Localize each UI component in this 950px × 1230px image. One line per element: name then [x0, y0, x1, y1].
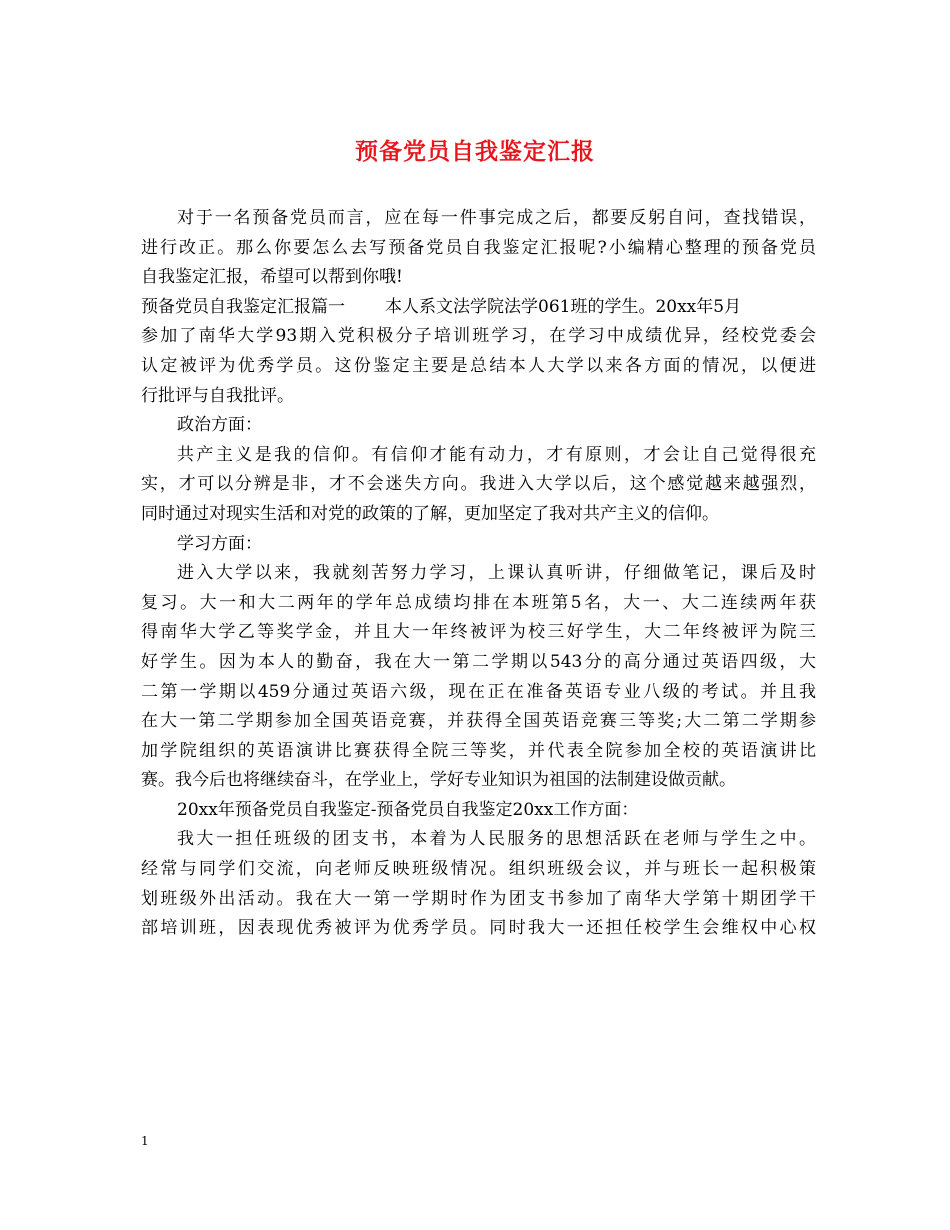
text-line: 复习。大一和大二两年的学年总成绩均排在本班第5名，大一、大二连续两年获	[141, 592, 816, 613]
text-line: 得南华大学乙等奖学金，并且大一年终被评为校三好学生，大二年终被评为院三	[141, 622, 816, 643]
text-line: 二第一学期以459分通过英语六级，现在正在准备英语专业八级的考试。并且我	[141, 681, 816, 702]
section-heading: 学习方面：	[177, 533, 262, 554]
text-line: 部培训班，因表现优秀被评为优秀学员。同时我大一还担任校学生会维权中心权	[141, 918, 816, 939]
text-line	[141, 293, 816, 323]
text-line: 赛。我今后也将继续奋斗，在学业上，学好专业知识为祖国的法制建设做贡献。	[141, 770, 736, 791]
text-line: 认定被评为优秀学员。这份鉴定主要是总结本人大学以来各方面的情况，以便进	[141, 355, 816, 376]
text-line: 行批评与自我批评。	[141, 385, 294, 406]
document-title: 预备党员自我鉴定汇报	[355, 138, 595, 165]
text-line: 进行改正。那么你要怎么去写预备党员自我鉴定汇报呢?小编精心整理的预备党员	[141, 237, 816, 258]
section-heading: 预备党员自我鉴定汇报篇一	[141, 296, 345, 317]
text-line: 同时通过对现实生活和对党的政策的了解，更加坚定了我对共产主义的信仰。	[141, 503, 719, 524]
text-segment: 本人系文法学院法学061班的学生。20xx年5月	[385, 296, 742, 317]
text-line: 进入大学以来，我就刻苦努力学习，上课认真听讲，仔细做笔记，课后及时	[177, 563, 816, 584]
text-line: 共产主义是我的信仰。有信仰才能有动力，才有原则，才会让自己觉得很充	[177, 444, 816, 465]
text-line: 对于一名预备党员而言，应在每一件事完成之后，都要反躬自问，查找错误，	[177, 208, 816, 228]
page-number: 1	[141, 1134, 149, 1148]
document-body	[141, 204, 816, 944]
text-line: 实，才可以分辨是非，才不会迷失方向。我进入大学以后，这个感觉越来越强烈，	[141, 474, 816, 495]
text-line: 经常与同学们交流，向老师反映班级情况。组织班级会议，并与班长一起积极策	[141, 859, 816, 880]
section-heading: 20xx年预备党员自我鉴定-预备党员自我鉴定20xx工作方面：	[177, 799, 639, 820]
section-heading: 政治方面：	[177, 415, 262, 436]
text-line: 划班级外出活动。我在大一第一学期时作为团支书参加了南华大学第十期团学干	[141, 888, 816, 909]
text-line: 参加了南华大学93期入党积极分子培训班学习，在学习中成绩优异，经校党委会	[141, 326, 816, 347]
text-line: 在大一第二学期参加全国英语竞赛，并获得全国英语竞赛三等奖;大二第二学期参	[141, 711, 816, 732]
text-line: 我大一担任班级的团支书，本着为人民服务的思想活跃在老师与学生之中。	[177, 829, 816, 850]
text-line: 好学生。因为本人的勤奋，我在大一第二学期以543分的高分通过英语四级，大	[141, 651, 816, 672]
text-line: 加学院组织的英语演讲比赛获得全院三等奖，并代表全院参加全校的英语演讲比	[141, 740, 816, 761]
text-line: 自我鉴定汇报，希望可以帮到你哦!	[141, 267, 403, 288]
